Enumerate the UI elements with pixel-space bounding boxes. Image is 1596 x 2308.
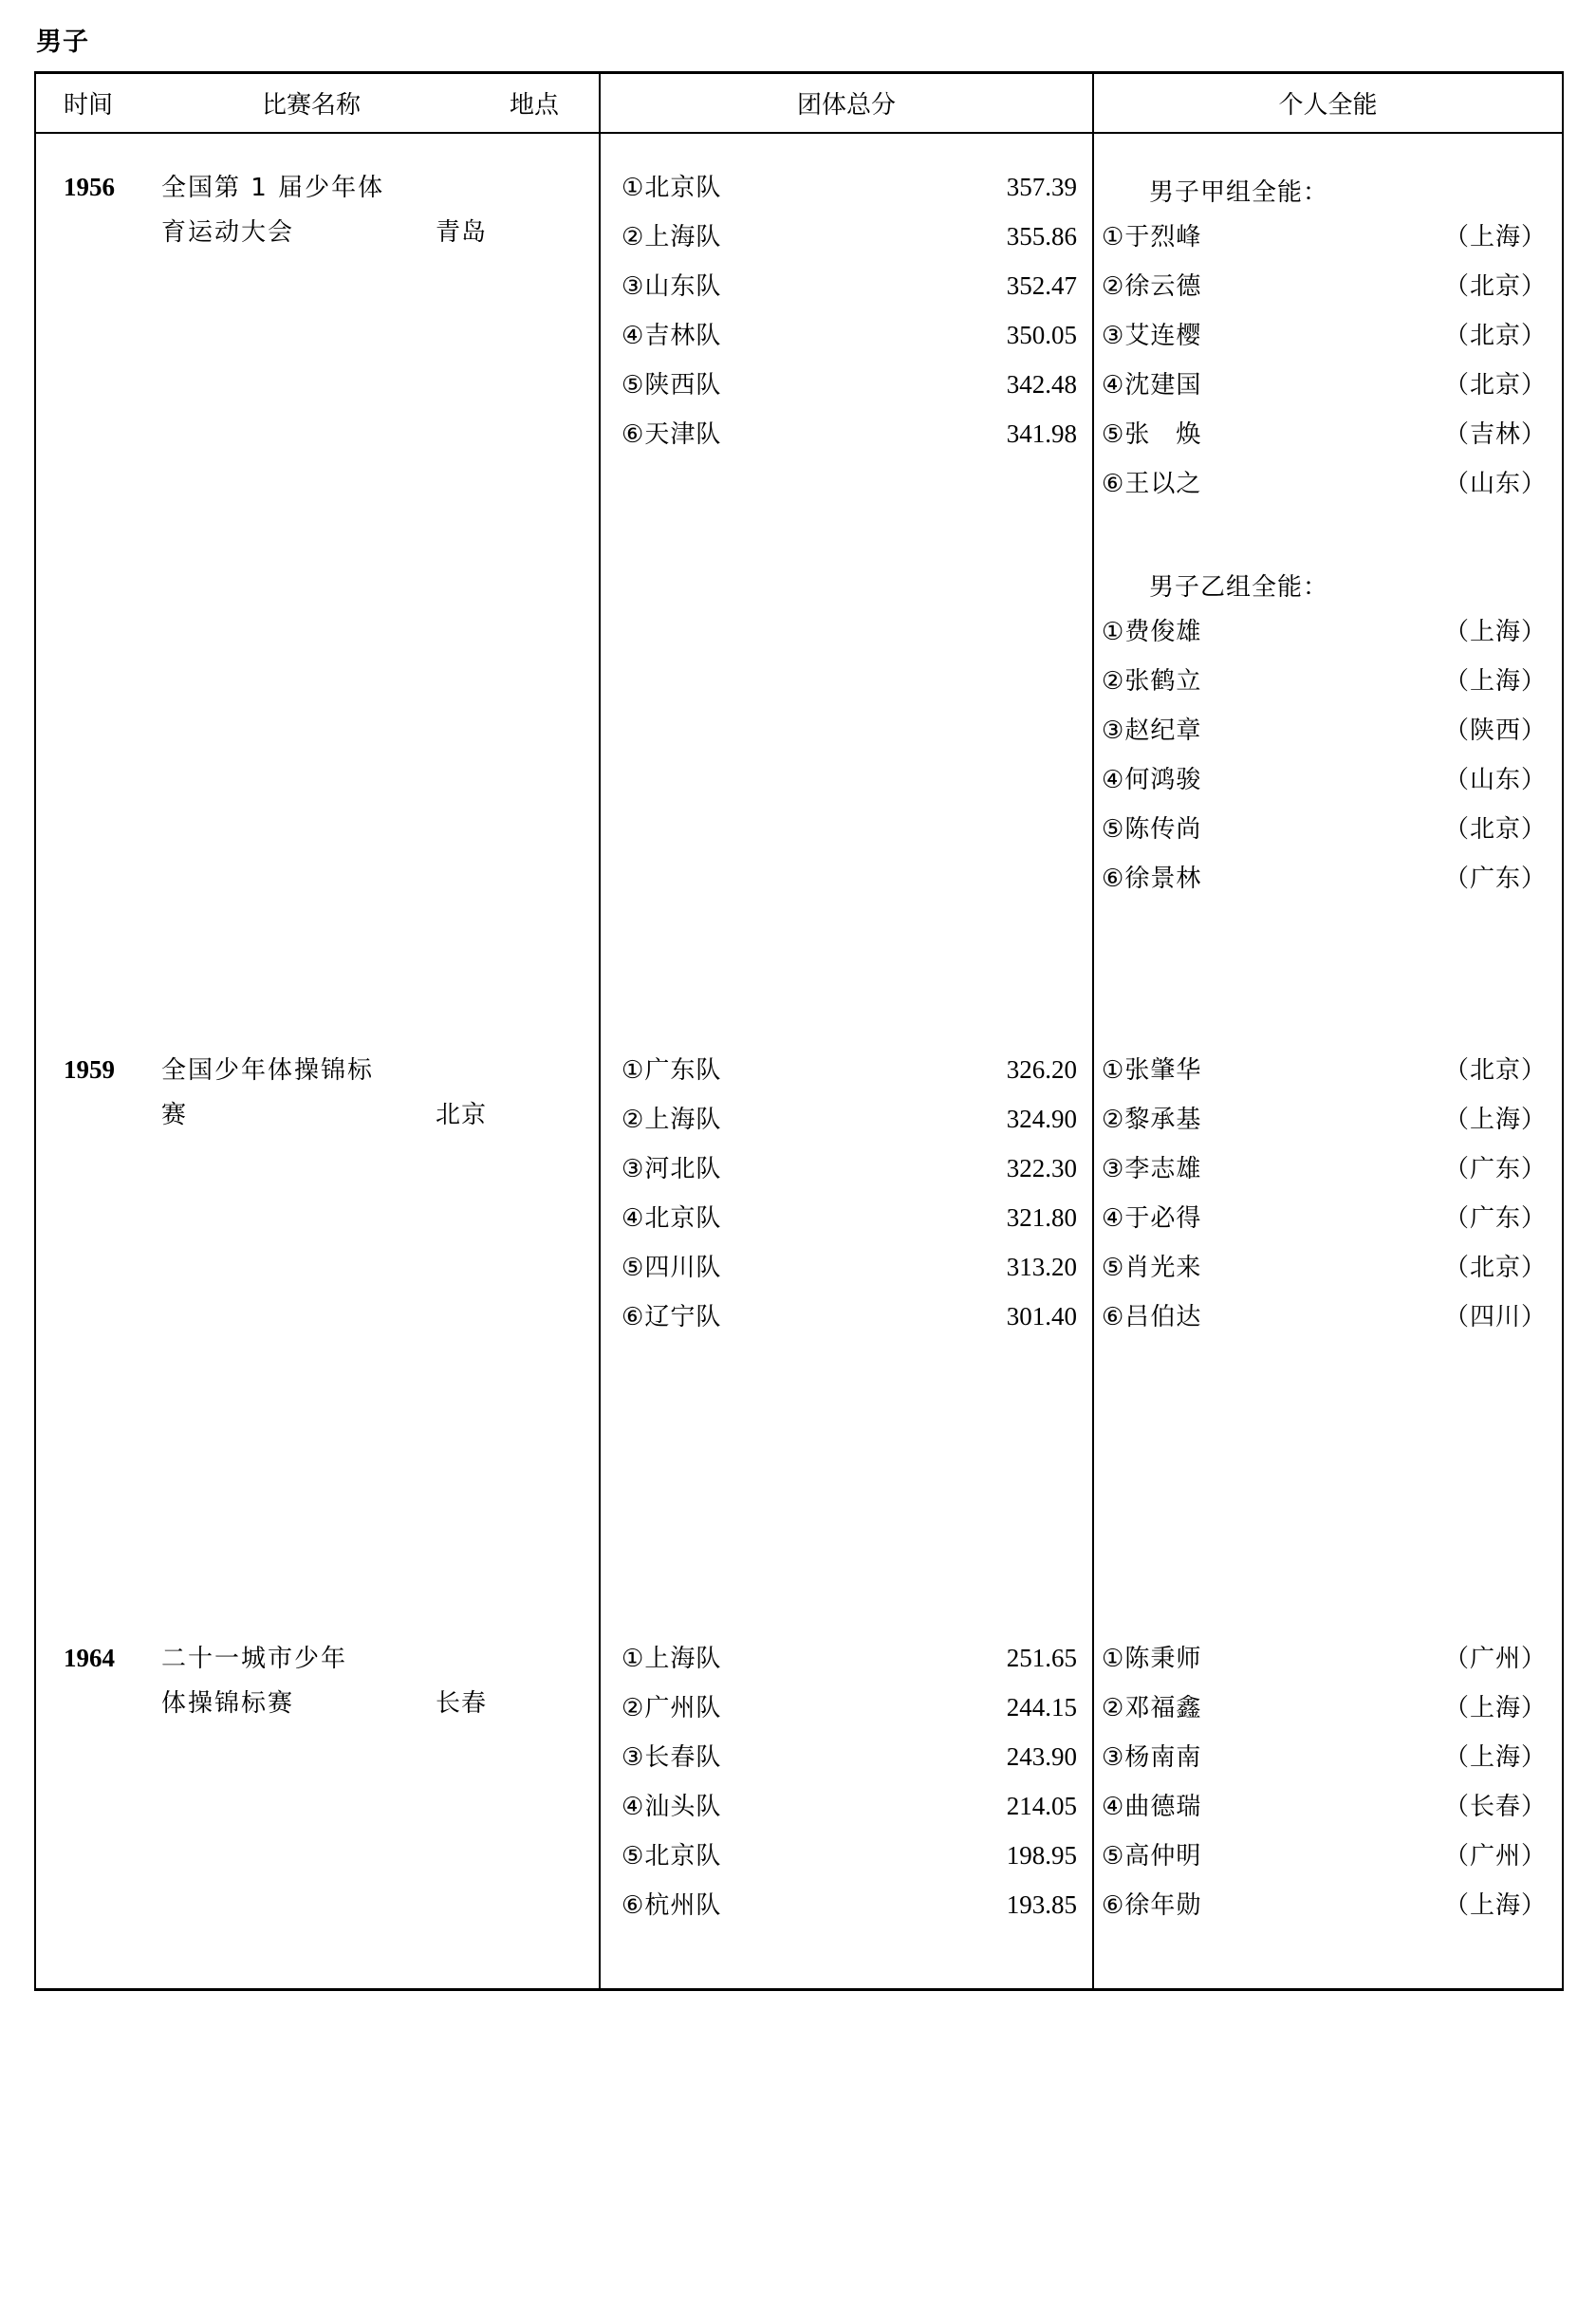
individual-rank: ④ [1102, 1204, 1125, 1233]
column-header-competition-name: 比赛名称 [261, 91, 361, 120]
team-label: 广东队 [644, 1056, 722, 1085]
team-score: 244.15 [1006, 1693, 1077, 1722]
team-score: 251.65 [1006, 1644, 1077, 1672]
spacer-indiv [1093, 1347, 1563, 1639]
team-entry [601, 1836, 1092, 1886]
spacer-meta [35, 908, 600, 1051]
cell-team-total [600, 133, 1093, 908]
team-score: 321.80 [1006, 1203, 1077, 1232]
team-entry [601, 1248, 1092, 1297]
individual-rank: ⑥ [1102, 1891, 1125, 1920]
team-score: 198.95 [1006, 1841, 1077, 1870]
spacer-meta [35, 1347, 600, 1639]
table-body [35, 133, 1563, 1990]
cell-meta [35, 1639, 600, 1935]
individual-province: （上海） [1443, 618, 1547, 646]
row-spacer [35, 908, 1563, 1051]
row-year: 1964 [64, 1644, 115, 1672]
row-year: 1959 [64, 1055, 115, 1084]
cell-individual [1093, 133, 1563, 908]
individual-entry [1094, 365, 1562, 415]
individual-entry [1094, 1149, 1562, 1199]
individual-province: （上海） [1443, 223, 1547, 251]
team-score: 355.86 [1006, 222, 1077, 251]
team-entry [601, 365, 1092, 415]
team-rank: ① [622, 174, 645, 202]
individual-name: 吕伯达 [1124, 1303, 1202, 1331]
individual-name: 黎承基 [1124, 1106, 1202, 1134]
individual-rank: ② [1102, 272, 1125, 301]
individual-province: （北京） [1443, 815, 1547, 844]
team-rank: ③ [622, 272, 645, 301]
individual-entry [1094, 1248, 1562, 1297]
team-label: 长春队 [644, 1743, 722, 1772]
team-entry [601, 1199, 1092, 1248]
individual-entry [1094, 1738, 1562, 1787]
individual-rank: ① [1102, 1645, 1125, 1673]
row-title-line2: 体操锦标赛 [161, 1689, 295, 1718]
individual-name: 于必得 [1124, 1204, 1202, 1233]
team-rank: ⑤ [622, 1842, 645, 1871]
individual-group-heading: 男子甲组全能： [1149, 178, 1329, 207]
individual-rank: ③ [1102, 322, 1125, 350]
individual-rank: ② [1102, 1694, 1125, 1722]
team-rank: ⑤ [622, 371, 645, 400]
individual-province: （广州） [1443, 1842, 1547, 1871]
team-entry [601, 1639, 1092, 1688]
team-entry [601, 1100, 1092, 1149]
team-score: 324.90 [1006, 1105, 1077, 1133]
table-row [35, 1639, 1563, 1935]
individual-entry [1094, 661, 1562, 711]
individual-province: （山东） [1443, 470, 1547, 498]
individual-name: 李志雄 [1124, 1155, 1202, 1183]
individual-rank: ④ [1102, 1793, 1125, 1821]
table-header [35, 73, 1563, 134]
individual-name: 徐云德 [1124, 272, 1202, 301]
team-label: 四川队 [644, 1254, 722, 1282]
team-rank: ③ [622, 1155, 645, 1183]
individual-rank: ① [1102, 618, 1125, 646]
team-score: 243.90 [1006, 1742, 1077, 1771]
team-entry [601, 1297, 1092, 1347]
individual-group-heading: 男子乙组全能： [1149, 573, 1329, 602]
individual-province: （上海） [1443, 1743, 1547, 1772]
individual-entry [1094, 464, 1562, 513]
individual-name: 肖光来 [1124, 1254, 1202, 1282]
individual-province: （北京） [1443, 1056, 1547, 1085]
team-label: 河北队 [644, 1155, 722, 1183]
column-header-team-total: 团体总分 [600, 73, 1093, 134]
table-row [35, 133, 1563, 908]
team-label: 山东队 [644, 272, 722, 301]
results-table [34, 71, 1564, 1991]
individual-rank: ③ [1102, 1743, 1125, 1772]
spacer-team [600, 1347, 1093, 1639]
individual-name: 徐景林 [1124, 865, 1202, 893]
individual-entry [1094, 1836, 1562, 1886]
team-label: 吉林队 [644, 322, 722, 350]
individual-rank: ④ [1102, 766, 1125, 794]
team-entry [601, 1738, 1092, 1787]
individual-rank: ③ [1102, 1155, 1125, 1183]
row-place: 青岛 [435, 218, 487, 247]
row-place: 长春 [435, 1689, 487, 1718]
individual-entry [1094, 711, 1562, 760]
individual-province: （上海） [1443, 1891, 1547, 1920]
cell-meta [35, 133, 600, 908]
individual-name: 于烈峰 [1124, 223, 1202, 251]
row-title-line2: 赛 [161, 1101, 189, 1129]
individual-province: （广东） [1443, 1204, 1547, 1233]
individual-entry [1094, 1100, 1562, 1149]
team-score: 301.40 [1006, 1302, 1077, 1331]
individual-entry [1094, 1639, 1562, 1688]
individual-name: 王以之 [1124, 470, 1202, 498]
team-label: 天津队 [644, 420, 722, 449]
individual-entry [1094, 217, 1562, 267]
column-header-individual: 个人全能 [1093, 73, 1563, 134]
individual-name: 邓福鑫 [1124, 1694, 1202, 1722]
row-title-line1: 二十一城市少年 [161, 1645, 348, 1673]
individual-name: 张 焕 [1124, 420, 1202, 449]
individual-name: 杨南南 [1124, 1743, 1202, 1772]
spacer-team-bottom [600, 1935, 1093, 1990]
team-rank: ⑤ [622, 1254, 645, 1282]
row-spacer [35, 1347, 1563, 1639]
row-title-line1: 全国第 1 届少年体 [161, 174, 385, 202]
individual-entry [1094, 1787, 1562, 1836]
individual-entry [1094, 316, 1562, 365]
team-label: 辽宁队 [644, 1303, 722, 1331]
individual-name: 陈秉师 [1124, 1645, 1202, 1673]
header-meta-group [35, 73, 600, 134]
individual-rank: ④ [1102, 371, 1125, 400]
row-title-line1: 全国少年体操锦标 [161, 1056, 375, 1085]
team-label: 北京队 [644, 174, 722, 202]
individual-entry [1094, 1297, 1562, 1347]
team-rank: ⑥ [622, 1891, 645, 1920]
team-entry [601, 1886, 1092, 1935]
row-year: 1956 [64, 173, 115, 201]
team-rank: ④ [622, 1793, 645, 1821]
team-label: 陕西队 [644, 371, 722, 400]
individual-entry [1094, 760, 1562, 810]
team-entry [601, 168, 1092, 217]
team-entry [601, 267, 1092, 316]
individual-province: （山东） [1443, 766, 1547, 794]
team-label: 广州队 [644, 1694, 722, 1722]
page-title: 男子 [36, 28, 89, 57]
team-score: 341.98 [1006, 419, 1077, 448]
individual-entry [1094, 612, 1562, 661]
individual-province: （广州） [1443, 1645, 1547, 1673]
column-header-place: 地点 [509, 91, 559, 120]
team-score: 326.20 [1006, 1055, 1077, 1084]
spacer-indiv-bottom [1093, 1935, 1563, 1990]
individual-entry [1094, 810, 1562, 859]
individual-province: （吉林） [1443, 420, 1547, 449]
individual-rank: ⑤ [1102, 1842, 1125, 1871]
individual-rank: ⑥ [1102, 470, 1125, 498]
team-score: 357.39 [1006, 173, 1077, 201]
team-score: 322.30 [1006, 1154, 1077, 1182]
team-rank: ③ [622, 1743, 645, 1772]
individual-entry [1094, 1051, 1562, 1100]
team-score: 350.05 [1006, 321, 1077, 349]
team-entry [601, 1688, 1092, 1738]
team-score: 214.05 [1006, 1792, 1077, 1820]
team-label: 北京队 [644, 1204, 722, 1233]
individual-name: 张鹤立 [1124, 667, 1202, 696]
individual-province: （陕西） [1443, 717, 1547, 745]
cell-meta [35, 1051, 600, 1347]
team-rank: ② [622, 1694, 645, 1722]
individual-province: （北京） [1443, 1254, 1547, 1282]
individual-province: （上海） [1443, 1106, 1547, 1134]
team-label: 上海队 [644, 223, 722, 251]
individual-rank: ⑥ [1102, 865, 1125, 893]
team-rank: ④ [622, 322, 645, 350]
team-score: 193.85 [1006, 1890, 1077, 1919]
individual-name: 曲德瑞 [1124, 1793, 1202, 1821]
individual-name: 张肇华 [1124, 1056, 1202, 1085]
individual-entry [1094, 267, 1562, 316]
individual-name: 费俊雄 [1124, 618, 1202, 646]
team-entry [601, 415, 1092, 464]
individual-rank: ⑥ [1102, 1303, 1125, 1331]
cell-team-total [600, 1639, 1093, 1935]
team-score: 342.48 [1006, 370, 1077, 399]
individual-rank: ⑤ [1102, 420, 1125, 449]
individual-rank: ② [1102, 667, 1125, 696]
individual-rank: ⑤ [1102, 1254, 1125, 1282]
team-label: 杭州队 [644, 1891, 722, 1920]
individual-rank: ② [1102, 1106, 1125, 1134]
individual-province: （北京） [1443, 272, 1547, 301]
individual-entry [1094, 859, 1562, 908]
row-title-line2: 育运动大会 [161, 218, 295, 247]
table-row [35, 1051, 1563, 1347]
individual-rank: ① [1102, 1056, 1125, 1085]
individual-province: （广东） [1443, 865, 1547, 893]
individual-name: 艾连樱 [1124, 322, 1202, 350]
group-spacer [1094, 513, 1562, 563]
individual-entry [1094, 1886, 1562, 1935]
spacer-meta-bottom [35, 1935, 600, 1990]
team-entry [601, 1787, 1092, 1836]
individual-rank: ① [1102, 223, 1125, 251]
individual-name: 赵纪章 [1124, 717, 1202, 745]
team-score: 352.47 [1006, 271, 1077, 300]
team-rank: ⑥ [622, 1303, 645, 1331]
individual-entry [1094, 1199, 1562, 1248]
individual-province: （上海） [1443, 667, 1547, 696]
individual-province: （上海） [1443, 1694, 1547, 1722]
individual-province: （北京） [1443, 322, 1547, 350]
cell-individual [1093, 1051, 1563, 1347]
individual-province: （广东） [1443, 1155, 1547, 1183]
individual-name: 徐年勋 [1124, 1891, 1202, 1920]
team-label: 北京队 [644, 1842, 722, 1871]
team-entry [601, 1149, 1092, 1199]
team-rank: ② [622, 223, 645, 251]
individual-rank: ⑤ [1102, 815, 1125, 844]
team-entry [601, 316, 1092, 365]
team-rank: ② [622, 1106, 645, 1134]
team-rank: ⑥ [622, 420, 645, 449]
team-score: 313.20 [1006, 1253, 1077, 1281]
team-entry [601, 217, 1092, 267]
spacer-indiv [1093, 908, 1563, 1051]
team-rank: ④ [622, 1204, 645, 1233]
individual-name: 沈建国 [1124, 371, 1202, 400]
individual-province: （长春） [1443, 1793, 1547, 1821]
individual-province: （北京） [1443, 371, 1547, 400]
team-label: 上海队 [644, 1106, 722, 1134]
individual-province: （四川） [1443, 1303, 1547, 1331]
column-header-time: 时间 [63, 91, 113, 120]
team-label: 上海队 [644, 1645, 722, 1673]
spacer-team [600, 908, 1093, 1051]
team-rank: ① [622, 1645, 645, 1673]
row-place: 北京 [435, 1101, 487, 1129]
individual-entry [1094, 415, 1562, 464]
row-spacer-bottom [35, 1935, 1563, 1990]
team-entry [601, 1051, 1092, 1100]
cell-individual [1093, 1639, 1563, 1935]
individual-rank: ③ [1102, 717, 1125, 745]
individual-entry [1094, 1688, 1562, 1738]
cell-team-total [600, 1051, 1093, 1347]
team-label: 汕头队 [644, 1793, 722, 1821]
individual-name: 陈传尚 [1124, 815, 1202, 844]
individual-name: 高仲明 [1124, 1842, 1202, 1871]
team-rank: ① [622, 1056, 645, 1085]
individual-name: 何鸿骏 [1124, 766, 1202, 794]
